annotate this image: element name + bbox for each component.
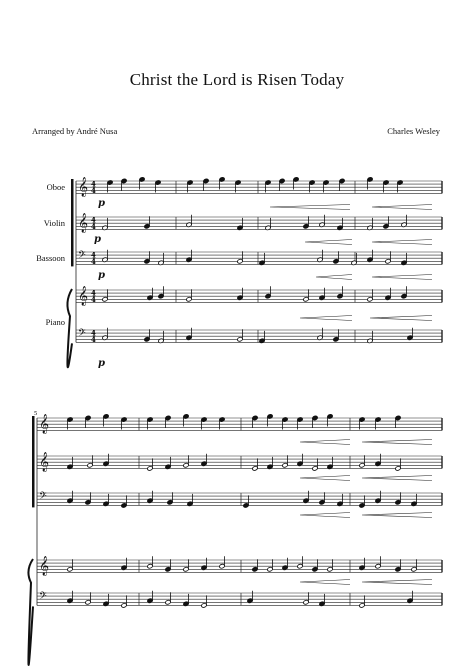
piano-brace [28, 559, 33, 665]
hairpin [270, 205, 350, 210]
hairpin [362, 580, 432, 585]
time-signature-top: 4 [91, 250, 96, 260]
treble-clef-icon: 𝄞 [78, 177, 89, 197]
treble-clef-icon: 𝄞 [39, 452, 50, 472]
treble-clef-icon: 𝄞 [78, 286, 89, 306]
notes [67, 177, 417, 608]
measure-number: 5 [34, 410, 38, 417]
hairpin [300, 513, 350, 518]
treble-clef-icon: 𝄞 [78, 213, 89, 233]
score-title: Christ the Lord is Risen Today [129, 70, 345, 89]
instrument-label-oboe: Oboe [46, 182, 65, 192]
bass-clef-icon: 𝄢 [78, 249, 86, 263]
instrument-label-piano: Piano [45, 317, 65, 327]
bass-clef-icon: 𝄢 [39, 490, 47, 504]
piano-brace [67, 289, 72, 367]
bass-clef-icon: 𝄢 [78, 327, 86, 341]
hairpin [362, 513, 432, 518]
dynamic-piano: p [98, 358, 105, 369]
hairpin [305, 240, 352, 245]
clefs [39, 177, 88, 604]
dynamic-bassoon: p [98, 270, 105, 281]
ensemble-bracket [32, 416, 35, 507]
time-signatures [91, 180, 96, 345]
system-braces [28, 179, 73, 665]
time-signature-top: 4 [91, 328, 96, 338]
bass-clef-icon: 𝄢 [39, 590, 47, 604]
hairpin [372, 275, 432, 280]
hairpin [372, 240, 432, 245]
staff-lines [37, 181, 442, 605]
hairpin [362, 440, 432, 445]
hairpin [316, 275, 352, 280]
hairpin [300, 440, 350, 445]
time-signature-top: 4 [91, 215, 96, 225]
hairpin [300, 316, 352, 321]
hairpin [300, 476, 350, 481]
composer-credit: Charles Wesley [387, 126, 440, 136]
treble-clef-icon: 𝄞 [39, 414, 50, 434]
time-signature-top: 4 [91, 179, 96, 189]
time-signature-bottom: 4 [91, 222, 96, 231]
arranger-credit: Arranged by André Nusa [32, 126, 118, 136]
hairpin [372, 205, 432, 210]
hairpin [370, 316, 432, 321]
time-signature-bottom: 4 [91, 335, 96, 344]
barlines [37, 181, 442, 605]
time-signature-bottom: 4 [91, 295, 96, 304]
dynamic-violin: p [94, 234, 101, 245]
instrument-label-bassoon: Bassoon [36, 253, 65, 263]
hairpin [362, 476, 432, 481]
time-signature-bottom: 4 [91, 257, 96, 266]
hairpin [300, 580, 350, 585]
treble-clef-icon: 𝄞 [39, 556, 50, 576]
ensemble-bracket [71, 179, 74, 266]
time-signature-top: 4 [91, 288, 96, 298]
time-signature-bottom: 4 [91, 186, 96, 195]
dynamic-oboe: p [98, 198, 105, 209]
instrument-label-violin: Violin [43, 218, 65, 228]
